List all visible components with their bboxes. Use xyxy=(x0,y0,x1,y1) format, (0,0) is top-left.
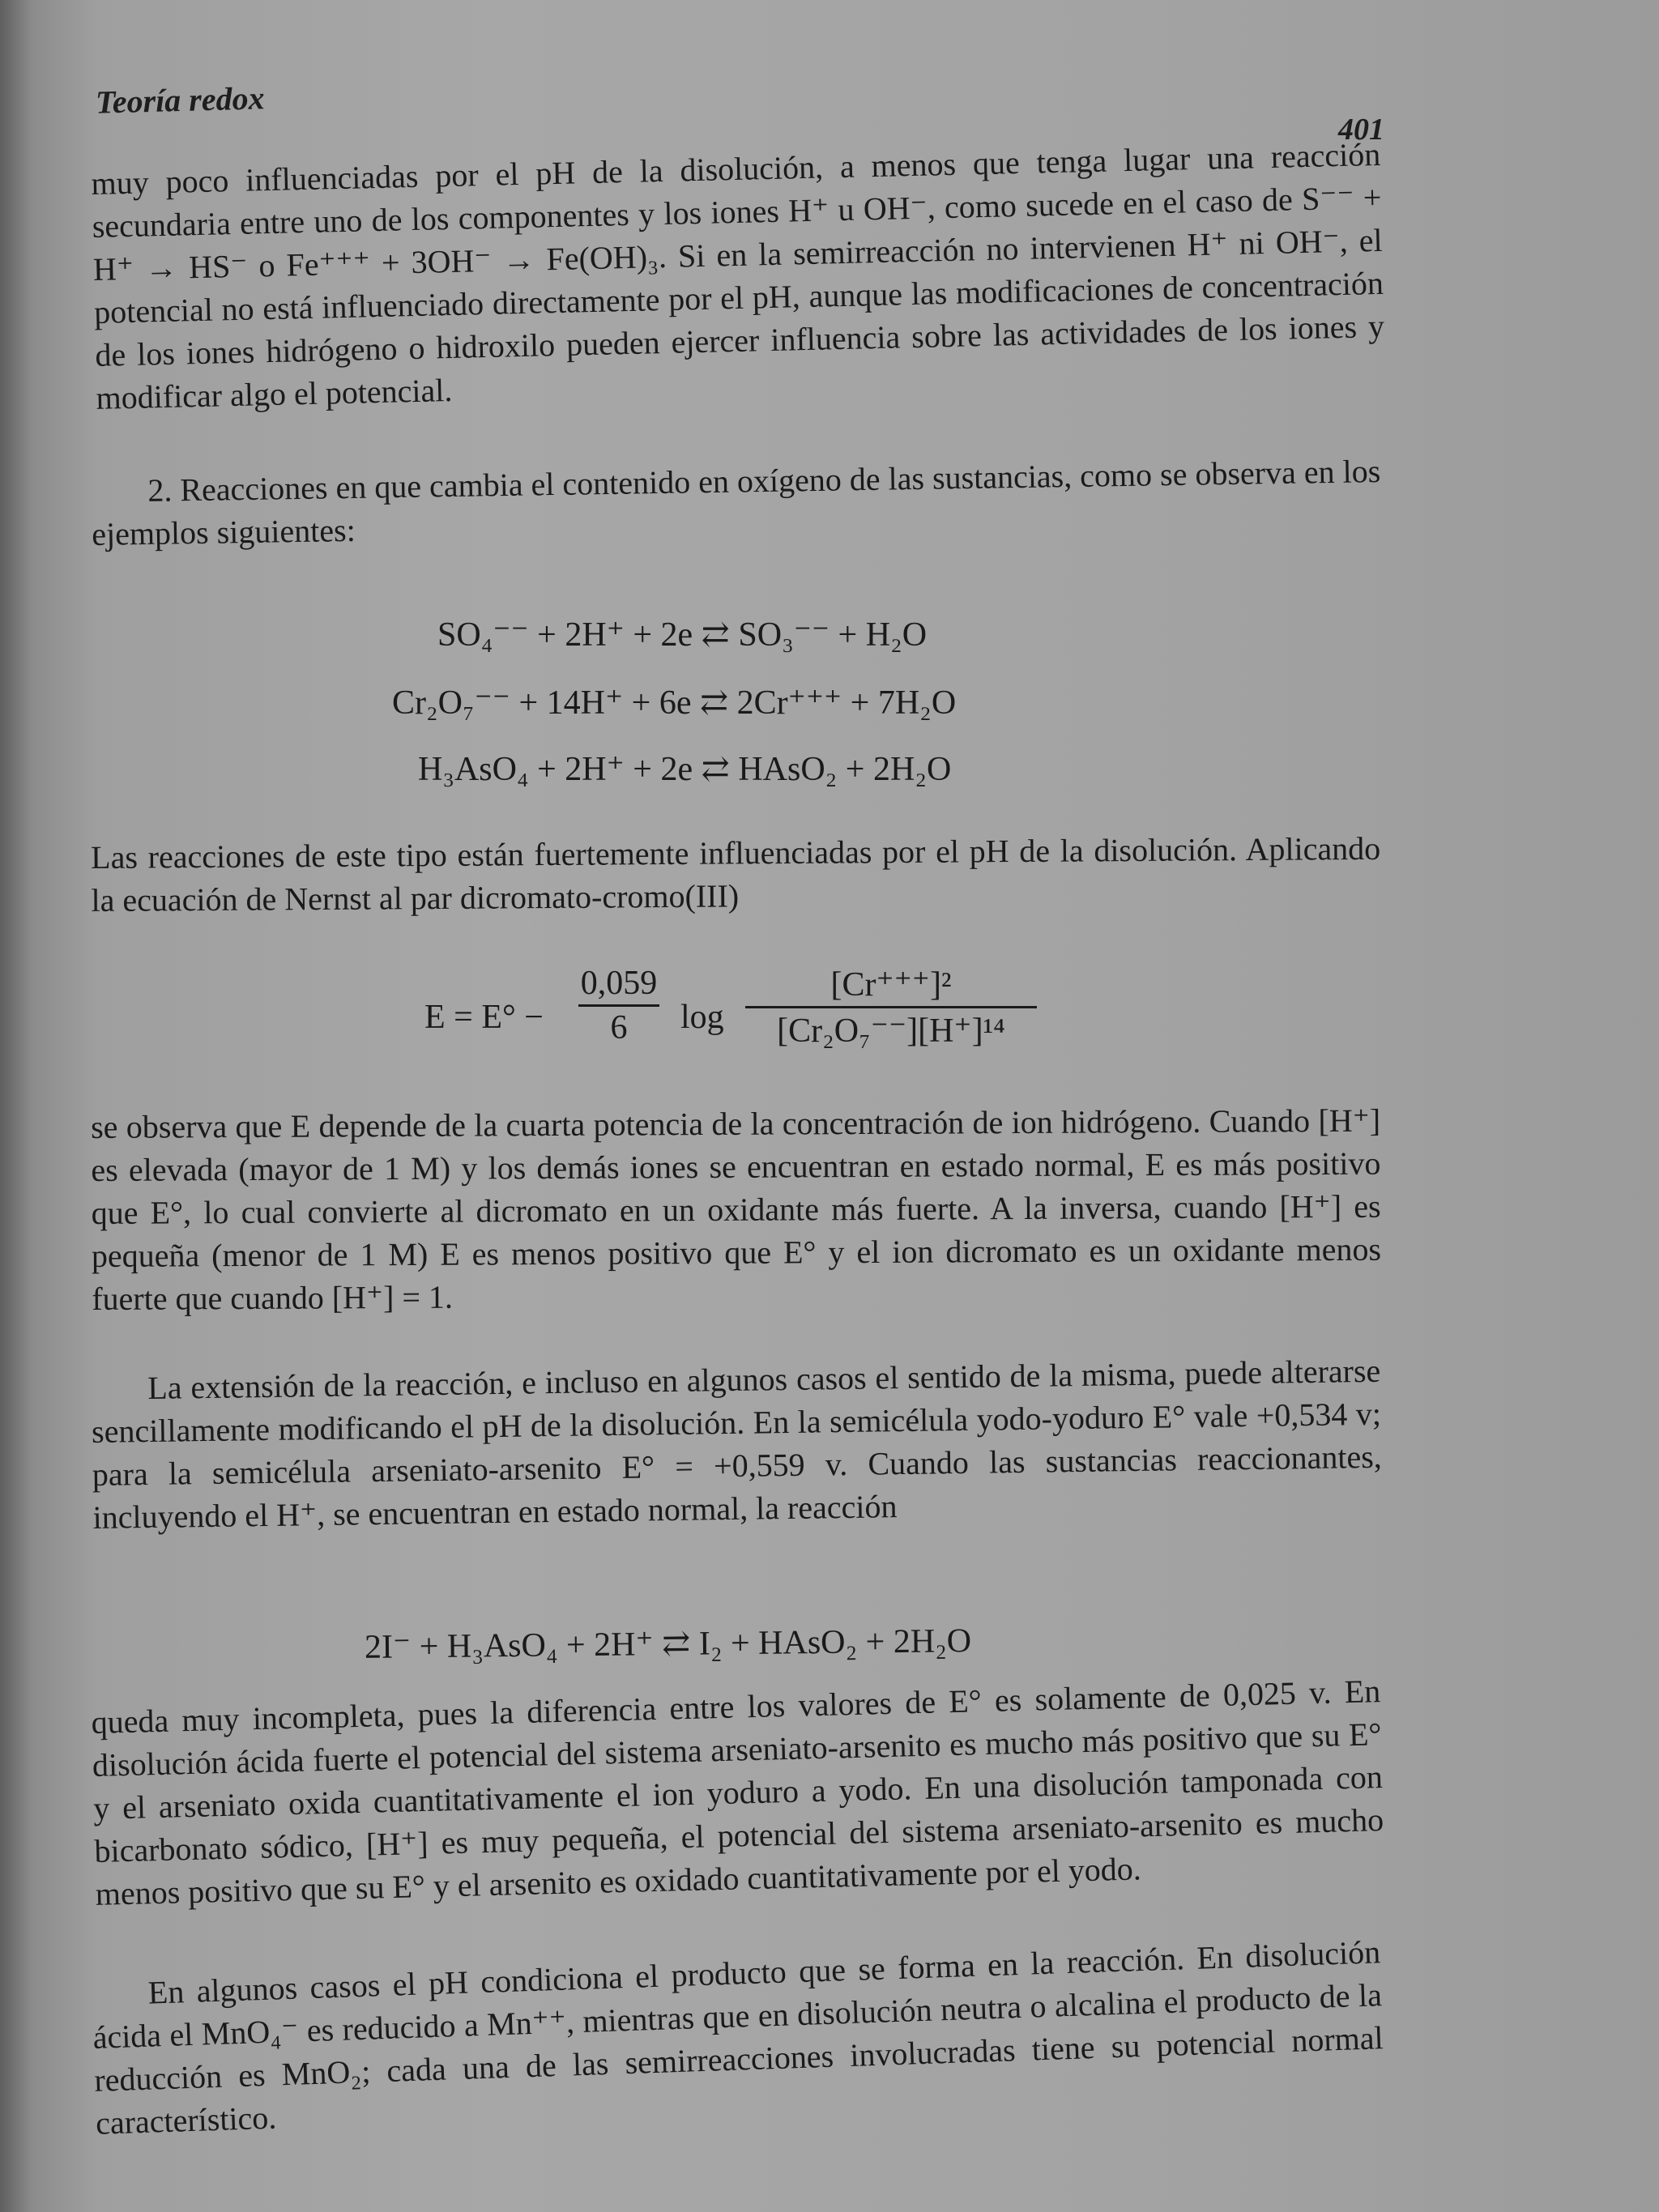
equation-sulfate: SO₄⁻⁻ + 2H⁺ + 2e ⇄ SO₃⁻⁻ + H₂O xyxy=(437,616,928,654)
equation-dichromate: Cr₂O₇⁻⁻ + 14H⁺ + 6e ⇄ 2Cr⁺⁺⁺ + 7H₂O xyxy=(392,684,957,722)
nernst-log: log xyxy=(680,999,724,1036)
nernst-quotient xyxy=(745,964,1037,1051)
nernst-coef-numerator: 0,059 xyxy=(580,965,658,1002)
fraction-bar xyxy=(578,1004,659,1007)
paragraph-4: se observa que E depende de la cuarta potencia de la concentración de ion hidrógeno. Cuando [H⁺] es elevada (mayor de 1 M) y los demás iones se encuentran en estado normal, E es más positivo que E°, lo cual convierte al dicromato en un oxidante más fuerte. A la inversa, cuando [H⁺] es pequeña (menor de 1 M) E es menos positivo que E° y el ion dicromato es un oxidante menos fuerte que cuando [H⁺] = 1. xyxy=(91,1102,1382,1317)
equation-iodide-arsenate: 2I⁻ + H₃AsO₄ + 2H⁺ ⇄ I₂ + HAsO₂ + 2H₂O xyxy=(364,1622,972,1666)
paragraph-7: En algunos casos el pH condiciona el producto que se forma en la reacción. En disolución ácida el MnO₄⁻ es reducido a Mn⁺⁺, mientras que en disolución neutra o alcalina el producto de la reducción es MnO₂; cada una de las semirreacciones involucradas tiene su potencial normal característico. xyxy=(92,1933,1384,2142)
nernst-coef-denominator: 6 xyxy=(610,1009,628,1046)
nernst-numerator: [Cr⁺⁺⁺]² xyxy=(830,966,952,1004)
nernst-coefficient xyxy=(578,964,659,1047)
fraction-bar xyxy=(745,1006,1037,1008)
paragraph-5: La extensión de la reacción, e incluso en algunos casos el sentido de la misma, puede alterarse sencillamente modificando el pH de la disolución. En la semicélula yodo-yoduro E° vale +0,534 v; para la semicélula arseniato-arsenito E° = +0,559 v. Cuando las sustancias reaccionantes, incluyendo el H⁺, se encuentran en estado normal, la reacción xyxy=(91,1352,1383,1536)
page-number: 401 xyxy=(1338,113,1384,147)
equation-arsenate: H₃AsO₄ + 2H⁺ + 2e ⇄ HAsO₂ + 2H₂O xyxy=(418,751,952,788)
nernst-lhs: E = E° − xyxy=(424,999,544,1036)
running-header: Teoría redox xyxy=(95,79,266,121)
nernst-denominator: [Cr₂O₇⁻⁻][H⁺]¹⁴ xyxy=(777,1012,1005,1050)
paragraph-3: Las reacciones de este tipo están fuertemente influenciadas por el pH de la disolución. Aplicando la ecuación de Nernst al par dicromato-cromo(III) xyxy=(91,829,1381,918)
paragraph-2: 2. Reacciones en que cambia el contenido en oxígeno de las sustancias, como se observa en los ejemplos siguientes: xyxy=(91,452,1381,552)
paragraph-6: queda muy incompleta, pues la diferencia entre los valores de E° es solamente de 0,025 v. En disolución ácida fuerte el potencial del sistema arseniato-arsenito es mucho más positivo que su E° y el arseniato oxida cuantitativamente el ion yoduro a yodo. En una disolución tamponada con bicarbonato sódico, [H⁺] es muy pequeña, el potencial del sistema arseniato-arsenito es mucho menos positivo que su E° y el arsenito es oxidado cuantitativamente por el yodo. xyxy=(91,1673,1384,1912)
paragraph-1: muy poco influenciadas por el pH de la disolución, a menos que tenga lugar una reacción secundaria entre uno de los componentes y los iones H⁺ u OH⁻, como sucede en el caso de S⁻⁻ + H⁺ → HS⁻ o Fe⁺⁺⁺ + 3OH⁻ → Fe(OH)₃. Si en la semirreacción no intervienen H⁺ ni OH⁻, el potencial no está influenciado directamente por el pH, aunque las modificaciones de concentración de los iones hidrógeno o hidroxilo pueden ejercer influencia sobre las actividades de los iones y modificar algo el potencial. xyxy=(91,135,1385,416)
